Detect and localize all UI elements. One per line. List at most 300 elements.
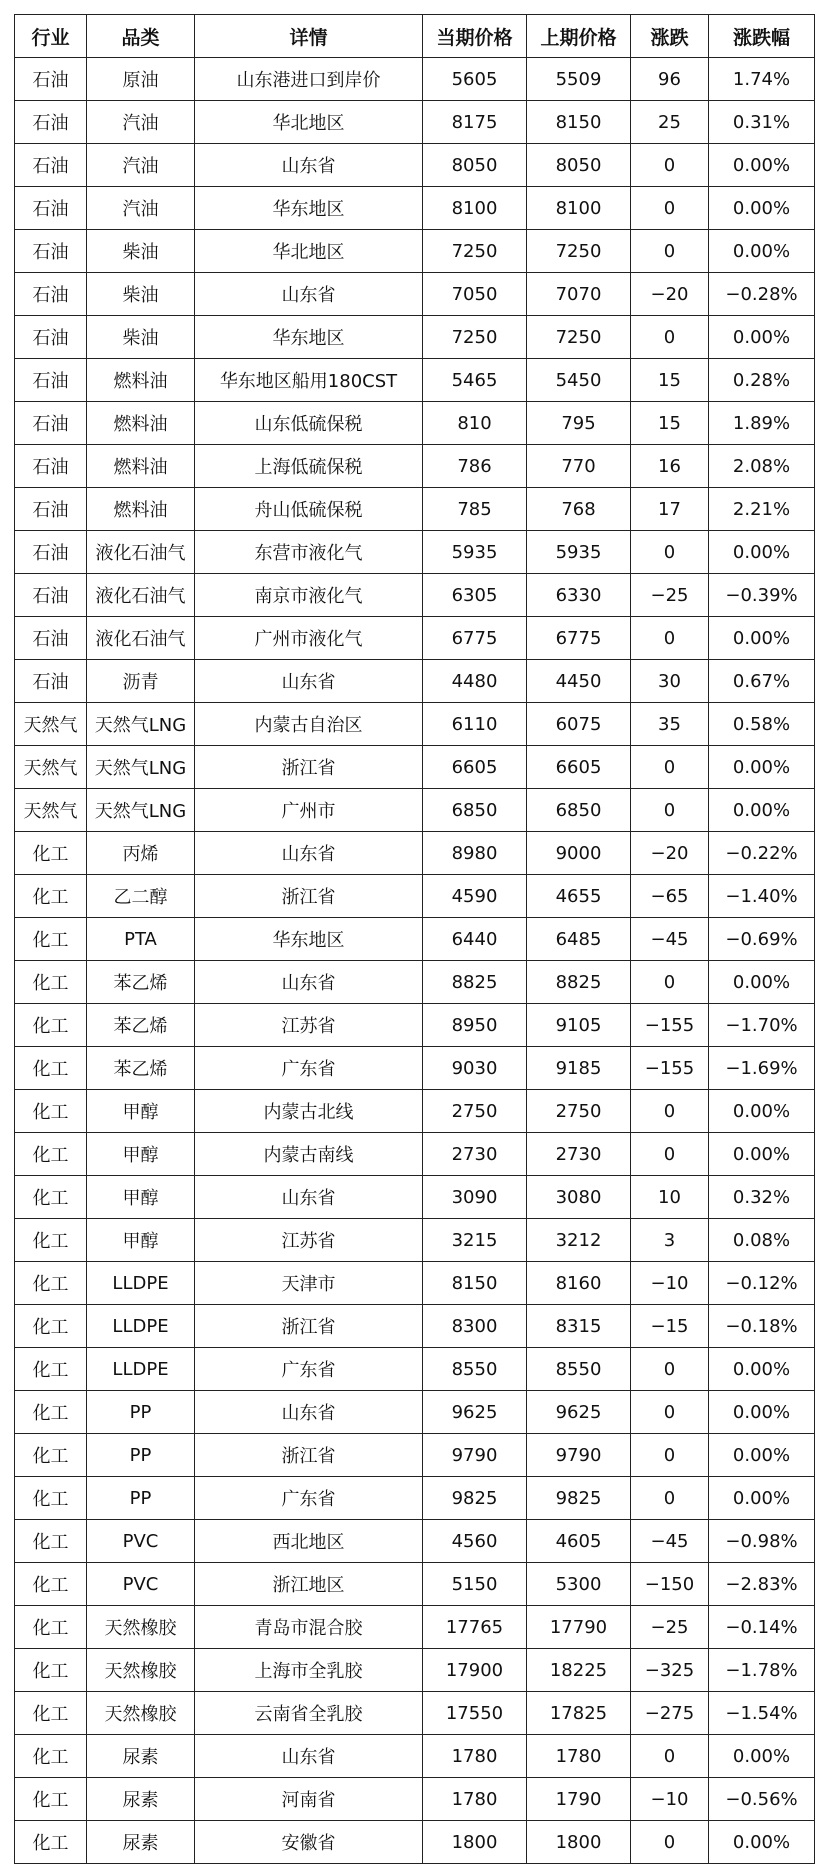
cell-industry: 石油 bbox=[15, 488, 87, 531]
cell-current-price: 5935 bbox=[423, 531, 527, 574]
table-row bbox=[15, 1735, 815, 1778]
cell-detail: 山东低硫保税 bbox=[195, 402, 423, 445]
cell-detail: 浙江省 bbox=[195, 875, 423, 918]
cell-change-percent: 0.00% bbox=[709, 316, 815, 359]
cell-change: −25 bbox=[631, 1606, 709, 1649]
cell-detail: 华北地区 bbox=[195, 230, 423, 273]
table-row bbox=[15, 918, 815, 961]
cell-previous-price: 770 bbox=[527, 445, 631, 488]
cell-change-percent: 0.67% bbox=[709, 660, 815, 703]
header-industry: 行业 bbox=[15, 15, 87, 58]
cell-category: PP bbox=[87, 1434, 195, 1477]
table-row bbox=[15, 1563, 815, 1606]
cell-current-price: 9790 bbox=[423, 1434, 527, 1477]
cell-current-price: 8300 bbox=[423, 1305, 527, 1348]
cell-category: 乙二醇 bbox=[87, 875, 195, 918]
cell-category: 燃料油 bbox=[87, 445, 195, 488]
cell-detail: 江苏省 bbox=[195, 1219, 423, 1262]
cell-industry: 化工 bbox=[15, 1391, 87, 1434]
cell-change: 0 bbox=[631, 1821, 709, 1864]
table-row bbox=[15, 531, 815, 574]
cell-previous-price: 6605 bbox=[527, 746, 631, 789]
header-change: 涨跌 bbox=[631, 15, 709, 58]
cell-previous-price: 6850 bbox=[527, 789, 631, 832]
cell-industry: 化工 bbox=[15, 1520, 87, 1563]
commodity-price-table bbox=[14, 14, 815, 1864]
cell-industry: 石油 bbox=[15, 144, 87, 187]
cell-industry: 化工 bbox=[15, 1692, 87, 1735]
cell-industry: 化工 bbox=[15, 1735, 87, 1778]
cell-previous-price: 4450 bbox=[527, 660, 631, 703]
cell-previous-price: 8315 bbox=[527, 1305, 631, 1348]
cell-change: −275 bbox=[631, 1692, 709, 1735]
cell-detail: 浙江省 bbox=[195, 1434, 423, 1477]
cell-change: −325 bbox=[631, 1649, 709, 1692]
cell-change-percent: 0.00% bbox=[709, 746, 815, 789]
cell-industry: 化工 bbox=[15, 1262, 87, 1305]
cell-industry: 化工 bbox=[15, 1004, 87, 1047]
cell-category: 丙烯 bbox=[87, 832, 195, 875]
cell-category: LLDPE bbox=[87, 1305, 195, 1348]
table-row bbox=[15, 101, 815, 144]
cell-change: 0 bbox=[631, 1133, 709, 1176]
cell-change-percent: −0.14% bbox=[709, 1606, 815, 1649]
cell-category: 汽油 bbox=[87, 144, 195, 187]
cell-detail: 山东省 bbox=[195, 273, 423, 316]
cell-current-price: 9030 bbox=[423, 1047, 527, 1090]
cell-change: −20 bbox=[631, 832, 709, 875]
cell-previous-price: 17825 bbox=[527, 1692, 631, 1735]
cell-previous-price: 1780 bbox=[527, 1735, 631, 1778]
cell-category: PP bbox=[87, 1477, 195, 1520]
cell-industry: 石油 bbox=[15, 574, 87, 617]
table-row bbox=[15, 1434, 815, 1477]
cell-previous-price: 6775 bbox=[527, 617, 631, 660]
cell-previous-price: 7250 bbox=[527, 230, 631, 273]
cell-detail: 江苏省 bbox=[195, 1004, 423, 1047]
cell-industry: 化工 bbox=[15, 1821, 87, 1864]
cell-category: 苯乙烯 bbox=[87, 961, 195, 1004]
cell-current-price: 6305 bbox=[423, 574, 527, 617]
cell-current-price: 6850 bbox=[423, 789, 527, 832]
cell-previous-price: 7250 bbox=[527, 316, 631, 359]
cell-category: PP bbox=[87, 1391, 195, 1434]
table-row bbox=[15, 230, 815, 273]
cell-change: 0 bbox=[631, 1735, 709, 1778]
cell-previous-price: 9105 bbox=[527, 1004, 631, 1047]
cell-detail: 浙江省 bbox=[195, 1305, 423, 1348]
cell-industry: 化工 bbox=[15, 832, 87, 875]
cell-change: 0 bbox=[631, 144, 709, 187]
cell-current-price: 8950 bbox=[423, 1004, 527, 1047]
cell-change-percent: 0.00% bbox=[709, 1821, 815, 1864]
cell-current-price: 8050 bbox=[423, 144, 527, 187]
table-row bbox=[15, 617, 815, 660]
table-row bbox=[15, 1047, 815, 1090]
cell-change-percent: −0.39% bbox=[709, 574, 815, 617]
cell-change: 0 bbox=[631, 1090, 709, 1133]
cell-current-price: 17765 bbox=[423, 1606, 527, 1649]
cell-change-percent: 0.00% bbox=[709, 531, 815, 574]
cell-change: 17 bbox=[631, 488, 709, 531]
cell-detail: 山东港进口到岸价 bbox=[195, 58, 423, 101]
cell-change: 96 bbox=[631, 58, 709, 101]
cell-current-price: 786 bbox=[423, 445, 527, 488]
cell-category: 尿素 bbox=[87, 1735, 195, 1778]
cell-change: −25 bbox=[631, 574, 709, 617]
cell-industry: 化工 bbox=[15, 1133, 87, 1176]
cell-industry: 化工 bbox=[15, 1649, 87, 1692]
cell-detail: 天津市 bbox=[195, 1262, 423, 1305]
cell-detail: 华北地区 bbox=[195, 101, 423, 144]
cell-detail: 云南省全乳胶 bbox=[195, 1692, 423, 1735]
cell-category: 液化石油气 bbox=[87, 531, 195, 574]
cell-current-price: 1780 bbox=[423, 1778, 527, 1821]
cell-detail: 安徽省 bbox=[195, 1821, 423, 1864]
cell-change-percent: −0.18% bbox=[709, 1305, 815, 1348]
cell-change-percent: 0.31% bbox=[709, 101, 815, 144]
cell-current-price: 17550 bbox=[423, 1692, 527, 1735]
cell-category: 甲醇 bbox=[87, 1176, 195, 1219]
cell-industry: 石油 bbox=[15, 230, 87, 273]
cell-previous-price: 2730 bbox=[527, 1133, 631, 1176]
cell-change-percent: 0.32% bbox=[709, 1176, 815, 1219]
cell-category: 天然气LNG bbox=[87, 746, 195, 789]
cell-category: 沥青 bbox=[87, 660, 195, 703]
cell-industry: 天然气 bbox=[15, 703, 87, 746]
table-row bbox=[15, 1821, 815, 1864]
cell-industry: 化工 bbox=[15, 1305, 87, 1348]
cell-current-price: 17900 bbox=[423, 1649, 527, 1692]
cell-change-percent: 0.28% bbox=[709, 359, 815, 402]
table-row bbox=[15, 273, 815, 316]
cell-change-percent: 0.00% bbox=[709, 1391, 815, 1434]
table-row bbox=[15, 58, 815, 101]
cell-current-price: 2750 bbox=[423, 1090, 527, 1133]
cell-change: 15 bbox=[631, 402, 709, 445]
table-row bbox=[15, 187, 815, 230]
cell-previous-price: 6330 bbox=[527, 574, 631, 617]
cell-detail: 山东省 bbox=[195, 1176, 423, 1219]
header-detail: 详情 bbox=[195, 15, 423, 58]
table-row bbox=[15, 1090, 815, 1133]
cell-change-percent: 1.89% bbox=[709, 402, 815, 445]
cell-change: 0 bbox=[631, 746, 709, 789]
table-row bbox=[15, 1649, 815, 1692]
cell-change-percent: −0.28% bbox=[709, 273, 815, 316]
price-table-container bbox=[14, 14, 814, 1864]
cell-category: 苯乙烯 bbox=[87, 1047, 195, 1090]
cell-industry: 石油 bbox=[15, 187, 87, 230]
cell-current-price: 1780 bbox=[423, 1735, 527, 1778]
cell-category: LLDPE bbox=[87, 1262, 195, 1305]
cell-category: 尿素 bbox=[87, 1778, 195, 1821]
cell-current-price: 6605 bbox=[423, 746, 527, 789]
cell-change: 0 bbox=[631, 187, 709, 230]
cell-previous-price: 6485 bbox=[527, 918, 631, 961]
cell-previous-price: 795 bbox=[527, 402, 631, 445]
cell-industry: 化工 bbox=[15, 1434, 87, 1477]
cell-change-percent: −0.22% bbox=[709, 832, 815, 875]
cell-previous-price: 8825 bbox=[527, 961, 631, 1004]
cell-change-percent: 0.00% bbox=[709, 144, 815, 187]
cell-previous-price: 8550 bbox=[527, 1348, 631, 1391]
cell-change: −10 bbox=[631, 1262, 709, 1305]
cell-change-percent: 0.00% bbox=[709, 1348, 815, 1391]
cell-industry: 石油 bbox=[15, 660, 87, 703]
cell-previous-price: 9825 bbox=[527, 1477, 631, 1520]
cell-change: −155 bbox=[631, 1004, 709, 1047]
cell-detail: 山东省 bbox=[195, 144, 423, 187]
cell-change: 0 bbox=[631, 531, 709, 574]
table-row bbox=[15, 1305, 815, 1348]
header-current-price: 当期价格 bbox=[423, 15, 527, 58]
cell-change-percent: −0.12% bbox=[709, 1262, 815, 1305]
cell-current-price: 7250 bbox=[423, 230, 527, 273]
cell-detail: 山东省 bbox=[195, 1735, 423, 1778]
cell-change: −45 bbox=[631, 1520, 709, 1563]
cell-change-percent: −0.69% bbox=[709, 918, 815, 961]
cell-detail: 广州市 bbox=[195, 789, 423, 832]
cell-change-percent: −0.98% bbox=[709, 1520, 815, 1563]
table-body bbox=[15, 58, 815, 1864]
cell-category: 天然橡胶 bbox=[87, 1692, 195, 1735]
cell-industry: 天然气 bbox=[15, 789, 87, 832]
table-header-row bbox=[15, 15, 815, 58]
cell-change-percent: 2.21% bbox=[709, 488, 815, 531]
cell-previous-price: 8160 bbox=[527, 1262, 631, 1305]
cell-industry: 石油 bbox=[15, 273, 87, 316]
cell-current-price: 7250 bbox=[423, 316, 527, 359]
cell-industry: 天然气 bbox=[15, 746, 87, 789]
cell-previous-price: 9625 bbox=[527, 1391, 631, 1434]
table-row bbox=[15, 1004, 815, 1047]
cell-previous-price: 3212 bbox=[527, 1219, 631, 1262]
header-change-percent: 涨跌幅 bbox=[709, 15, 815, 58]
cell-previous-price: 5509 bbox=[527, 58, 631, 101]
cell-category: 天然橡胶 bbox=[87, 1649, 195, 1692]
cell-previous-price: 9790 bbox=[527, 1434, 631, 1477]
cell-current-price: 2730 bbox=[423, 1133, 527, 1176]
cell-category: 天然气LNG bbox=[87, 703, 195, 746]
cell-industry: 化工 bbox=[15, 1348, 87, 1391]
cell-detail: 广州市液化气 bbox=[195, 617, 423, 660]
cell-change: −10 bbox=[631, 1778, 709, 1821]
cell-current-price: 8150 bbox=[423, 1262, 527, 1305]
table-row bbox=[15, 316, 815, 359]
cell-detail: 华东地区 bbox=[195, 918, 423, 961]
cell-change-percent: 1.74% bbox=[709, 58, 815, 101]
cell-category: 甲醇 bbox=[87, 1090, 195, 1133]
cell-detail: 山东省 bbox=[195, 832, 423, 875]
cell-industry: 石油 bbox=[15, 101, 87, 144]
cell-change-percent: −1.40% bbox=[709, 875, 815, 918]
cell-current-price: 4590 bbox=[423, 875, 527, 918]
cell-change-percent: 0.00% bbox=[709, 1434, 815, 1477]
cell-current-price: 8980 bbox=[423, 832, 527, 875]
cell-category: 甲醇 bbox=[87, 1219, 195, 1262]
cell-current-price: 9825 bbox=[423, 1477, 527, 1520]
cell-detail: 华东地区船用180CST bbox=[195, 359, 423, 402]
cell-detail: 上海市全乳胶 bbox=[195, 1649, 423, 1692]
cell-industry: 石油 bbox=[15, 445, 87, 488]
cell-detail: 东营市液化气 bbox=[195, 531, 423, 574]
cell-previous-price: 18225 bbox=[527, 1649, 631, 1692]
cell-current-price: 8550 bbox=[423, 1348, 527, 1391]
cell-category: 柴油 bbox=[87, 316, 195, 359]
cell-industry: 石油 bbox=[15, 531, 87, 574]
cell-category: 尿素 bbox=[87, 1821, 195, 1864]
cell-change: 0 bbox=[631, 617, 709, 660]
cell-category: 柴油 bbox=[87, 230, 195, 273]
cell-change: −20 bbox=[631, 273, 709, 316]
cell-previous-price: 1800 bbox=[527, 1821, 631, 1864]
cell-change-percent: −1.70% bbox=[709, 1004, 815, 1047]
cell-change: 10 bbox=[631, 1176, 709, 1219]
cell-change-percent: 0.00% bbox=[709, 961, 815, 1004]
cell-change-percent: 2.08% bbox=[709, 445, 815, 488]
cell-detail: 河南省 bbox=[195, 1778, 423, 1821]
cell-change-percent: −1.78% bbox=[709, 1649, 815, 1692]
table-row bbox=[15, 1133, 815, 1176]
cell-current-price: 6110 bbox=[423, 703, 527, 746]
cell-current-price: 5465 bbox=[423, 359, 527, 402]
cell-change-percent: 0.00% bbox=[709, 789, 815, 832]
cell-industry: 石油 bbox=[15, 316, 87, 359]
cell-previous-price: 7070 bbox=[527, 273, 631, 316]
cell-previous-price: 2750 bbox=[527, 1090, 631, 1133]
cell-detail: 内蒙古北线 bbox=[195, 1090, 423, 1133]
table-row bbox=[15, 1477, 815, 1520]
table-row bbox=[15, 1391, 815, 1434]
cell-current-price: 785 bbox=[423, 488, 527, 531]
cell-current-price: 8825 bbox=[423, 961, 527, 1004]
cell-change: 0 bbox=[631, 1477, 709, 1520]
cell-industry: 化工 bbox=[15, 1606, 87, 1649]
cell-detail: 内蒙古自治区 bbox=[195, 703, 423, 746]
table-row bbox=[15, 359, 815, 402]
header-previous-price: 上期价格 bbox=[527, 15, 631, 58]
cell-change-percent: 0.58% bbox=[709, 703, 815, 746]
cell-detail: 山东省 bbox=[195, 961, 423, 1004]
cell-change: −155 bbox=[631, 1047, 709, 1090]
cell-previous-price: 4605 bbox=[527, 1520, 631, 1563]
cell-industry: 石油 bbox=[15, 617, 87, 660]
table-row bbox=[15, 1219, 815, 1262]
cell-current-price: 5605 bbox=[423, 58, 527, 101]
cell-previous-price: 8100 bbox=[527, 187, 631, 230]
cell-change-percent: 0.00% bbox=[709, 187, 815, 230]
cell-change-percent: 0.00% bbox=[709, 1735, 815, 1778]
cell-previous-price: 1790 bbox=[527, 1778, 631, 1821]
cell-change: 35 bbox=[631, 703, 709, 746]
table-row bbox=[15, 875, 815, 918]
cell-change-percent: 0.00% bbox=[709, 1090, 815, 1133]
table-row bbox=[15, 961, 815, 1004]
cell-detail: 华东地区 bbox=[195, 316, 423, 359]
cell-industry: 石油 bbox=[15, 58, 87, 101]
cell-industry: 化工 bbox=[15, 1778, 87, 1821]
cell-current-price: 8100 bbox=[423, 187, 527, 230]
cell-category: 液化石油气 bbox=[87, 574, 195, 617]
cell-change: 16 bbox=[631, 445, 709, 488]
cell-change: 0 bbox=[631, 961, 709, 1004]
cell-current-price: 8175 bbox=[423, 101, 527, 144]
cell-category: 原油 bbox=[87, 58, 195, 101]
cell-change: 0 bbox=[631, 230, 709, 273]
cell-detail: 西北地区 bbox=[195, 1520, 423, 1563]
table-row bbox=[15, 832, 815, 875]
cell-category: 汽油 bbox=[87, 101, 195, 144]
cell-detail: 广东省 bbox=[195, 1348, 423, 1391]
cell-previous-price: 3080 bbox=[527, 1176, 631, 1219]
cell-previous-price: 768 bbox=[527, 488, 631, 531]
cell-change: 0 bbox=[631, 1434, 709, 1477]
cell-industry: 化工 bbox=[15, 1477, 87, 1520]
table-row bbox=[15, 1262, 815, 1305]
cell-previous-price: 4655 bbox=[527, 875, 631, 918]
cell-industry: 石油 bbox=[15, 359, 87, 402]
cell-detail: 山东省 bbox=[195, 660, 423, 703]
cell-current-price: 5150 bbox=[423, 1563, 527, 1606]
cell-change: −15 bbox=[631, 1305, 709, 1348]
table-row bbox=[15, 1692, 815, 1735]
cell-change-percent: −2.83% bbox=[709, 1563, 815, 1606]
cell-category: 天然橡胶 bbox=[87, 1606, 195, 1649]
cell-detail: 浙江省 bbox=[195, 746, 423, 789]
table-row bbox=[15, 488, 815, 531]
cell-previous-price: 8150 bbox=[527, 101, 631, 144]
cell-current-price: 810 bbox=[423, 402, 527, 445]
cell-previous-price: 9000 bbox=[527, 832, 631, 875]
table-row bbox=[15, 1176, 815, 1219]
cell-industry: 石油 bbox=[15, 402, 87, 445]
cell-industry: 化工 bbox=[15, 1176, 87, 1219]
cell-current-price: 3215 bbox=[423, 1219, 527, 1262]
cell-category: 甲醇 bbox=[87, 1133, 195, 1176]
cell-previous-price: 5935 bbox=[527, 531, 631, 574]
table-row bbox=[15, 1520, 815, 1563]
cell-category: 天然气LNG bbox=[87, 789, 195, 832]
cell-detail: 南京市液化气 bbox=[195, 574, 423, 617]
cell-change: 3 bbox=[631, 1219, 709, 1262]
table-row bbox=[15, 445, 815, 488]
header-category: 品类 bbox=[87, 15, 195, 58]
cell-detail: 上海低硫保税 bbox=[195, 445, 423, 488]
cell-category: 汽油 bbox=[87, 187, 195, 230]
cell-change-percent: 0.08% bbox=[709, 1219, 815, 1262]
table-row bbox=[15, 660, 815, 703]
cell-category: 燃料油 bbox=[87, 359, 195, 402]
cell-current-price: 6775 bbox=[423, 617, 527, 660]
cell-category: PTA bbox=[87, 918, 195, 961]
cell-category: 液化石油气 bbox=[87, 617, 195, 660]
cell-current-price: 7050 bbox=[423, 273, 527, 316]
cell-detail: 舟山低硫保税 bbox=[195, 488, 423, 531]
cell-detail: 青岛市混合胶 bbox=[195, 1606, 423, 1649]
table-row bbox=[15, 144, 815, 187]
cell-change: 15 bbox=[631, 359, 709, 402]
cell-industry: 化工 bbox=[15, 1047, 87, 1090]
cell-category: 柴油 bbox=[87, 273, 195, 316]
table-row bbox=[15, 1348, 815, 1391]
cell-detail: 浙江地区 bbox=[195, 1563, 423, 1606]
table-row bbox=[15, 1778, 815, 1821]
cell-current-price: 3090 bbox=[423, 1176, 527, 1219]
cell-previous-price: 6075 bbox=[527, 703, 631, 746]
cell-change: −45 bbox=[631, 918, 709, 961]
cell-industry: 化工 bbox=[15, 1219, 87, 1262]
